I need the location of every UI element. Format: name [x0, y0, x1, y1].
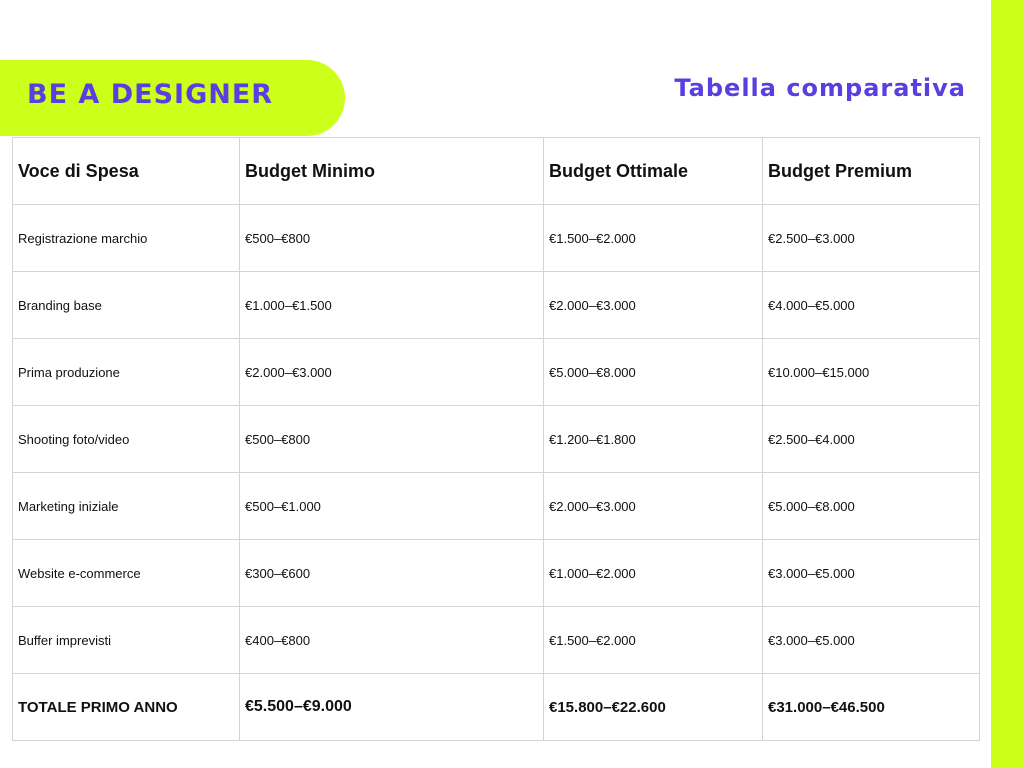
cell-voce: Marketing iniziale	[13, 473, 240, 540]
header-budget-ottimale: Budget Ottimale	[544, 138, 763, 205]
table-row	[13, 339, 980, 406]
cell-ottimale: €2.000–€3.000	[544, 473, 763, 540]
right-accent-bar	[991, 0, 1024, 768]
page-title: Tabella comparativa	[674, 74, 966, 102]
table-header-row	[13, 138, 980, 205]
cell-premium: €3.000–€5.000	[763, 607, 980, 674]
cell-minimo: €500–€800	[240, 205, 544, 272]
cell-premium: €4.000–€5.000	[763, 272, 980, 339]
cell-minimo: €400–€800	[240, 607, 544, 674]
cell-voce: Buffer imprevisti	[13, 607, 240, 674]
cell-premium: €5.000–€8.000	[763, 473, 980, 540]
table-row	[13, 406, 980, 473]
table-row	[13, 473, 980, 540]
header-voce-di-spesa: Voce di Spesa	[13, 138, 240, 205]
cell-voce: Shooting foto/video	[13, 406, 240, 473]
table-row	[13, 205, 980, 272]
total-premium: €31.000–€46.500	[763, 674, 980, 741]
comparison-table	[12, 137, 980, 741]
cell-ottimale: €2.000–€3.000	[544, 272, 763, 339]
table-row	[13, 607, 980, 674]
cell-minimo: €1.000–€1.500	[240, 272, 544, 339]
cell-ottimale: €1.500–€2.000	[544, 205, 763, 272]
cell-voce: Registrazione marchio	[13, 205, 240, 272]
total-minimo: €5.500–€9.000	[240, 674, 544, 741]
cell-voce: Prima produzione	[13, 339, 240, 406]
cell-ottimale: €5.000–€8.000	[544, 339, 763, 406]
cell-minimo: €500–€800	[240, 406, 544, 473]
cell-voce: Branding base	[13, 272, 240, 339]
header-budget-premium: Budget Premium	[763, 138, 980, 205]
cell-premium: €3.000–€5.000	[763, 540, 980, 607]
table-row	[13, 540, 980, 607]
brand-logo-text: BE A DESIGNER	[27, 79, 274, 110]
cell-minimo: €500–€1.000	[240, 473, 544, 540]
cell-premium: €10.000–€15.000	[763, 339, 980, 406]
total-row	[13, 674, 980, 741]
cell-voce: Website e-commerce	[13, 540, 240, 607]
total-label: TOTALE PRIMO ANNO	[13, 674, 240, 741]
total-ottimale: €15.800–€22.600	[544, 674, 763, 741]
header-budget-minimo: Budget Minimo	[240, 138, 544, 205]
cell-ottimale: €1.000–€2.000	[544, 540, 763, 607]
cell-premium: €2.500–€4.000	[763, 406, 980, 473]
cell-ottimale: €1.500–€2.000	[544, 607, 763, 674]
table-row	[13, 272, 980, 339]
cell-ottimale: €1.200–€1.800	[544, 406, 763, 473]
cell-minimo: €2.000–€3.000	[240, 339, 544, 406]
cell-minimo: €300–€600	[240, 540, 544, 607]
cell-premium: €2.500–€3.000	[763, 205, 980, 272]
